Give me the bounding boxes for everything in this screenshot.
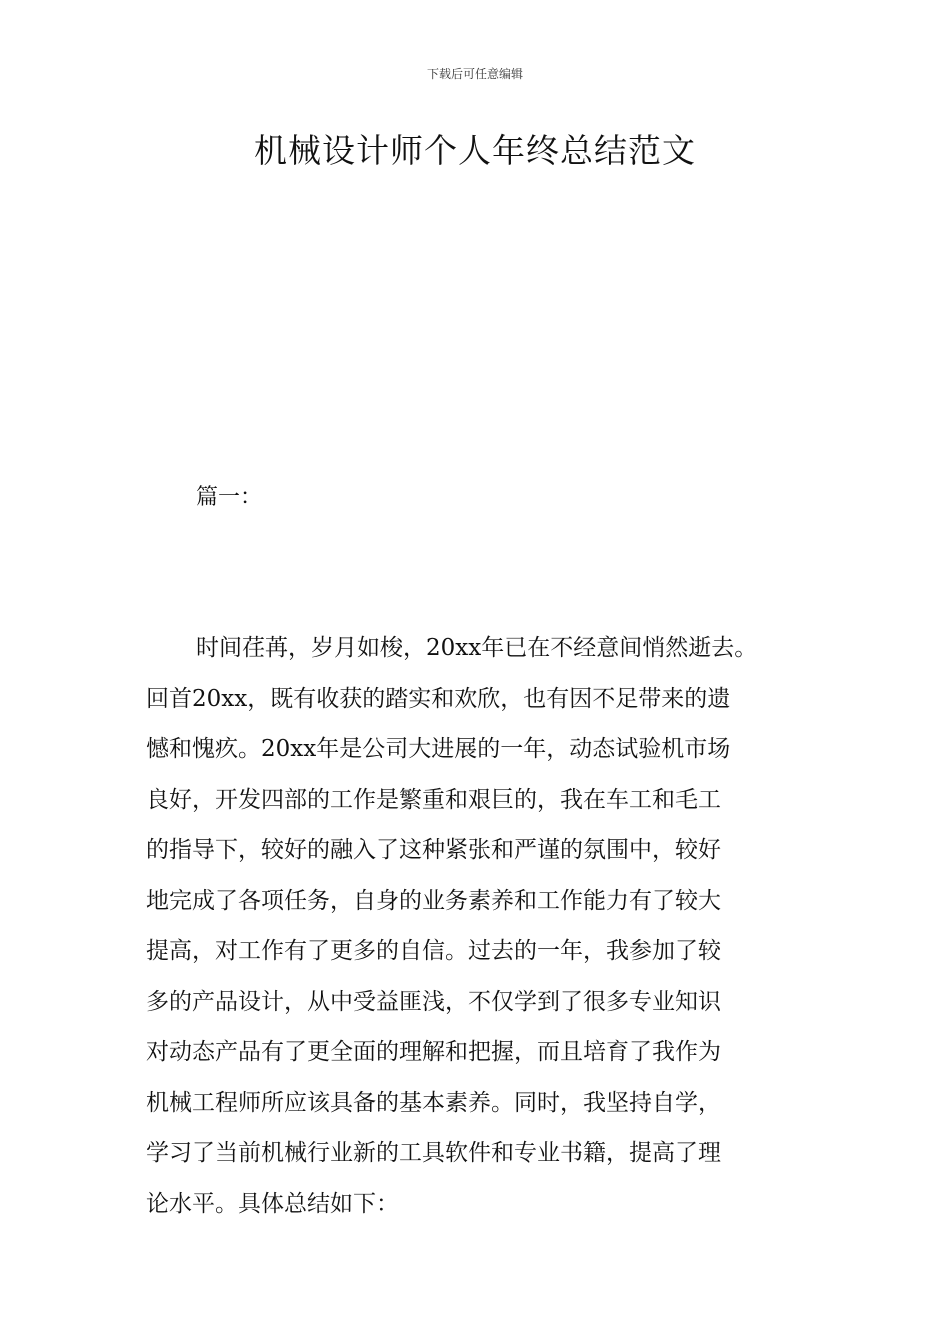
paragraph-line: 回首20xx，既有收获的踏实和欢欣，也有因不足带来的遗 [146,685,731,712]
paragraph-line: 多的产品设计，从中受益匪浅，不仅学到了很多专业知识 [146,988,721,1015]
paragraph-line: 的指导下，较好的融入了这种紧张和严谨的氛围中，较好 [146,837,721,863]
paragraph-line: 良好，开发四部的工作是繁重和艰巨的，我在车工和毛工 [146,786,721,813]
paragraph-line: 提高，对工作有了更多的自信。过去的一年，我参加了较 [146,938,721,964]
paragraph-line: 对动态产品有了更全面的理解和把握，而且培育了我作为 [146,1039,721,1065]
paragraph-line: 机械工程师所应该具备的基本素养。同时，我坚持自学， [146,1089,721,1116]
document-title: 机械设计师个人年终总结范文 [254,131,696,170]
section-heading: 篇一： [196,485,263,510]
paragraph-line: 时间荏苒，岁月如梭，20xx年已在不经意间悄然逝去。 [196,635,758,661]
paragraph-line: 学习了当前机械行业新的工具软件和专业书籍，提高了理 [146,1140,721,1166]
paragraph-line: 地完成了各项任务，自身的业务素养和工作能力有了较大 [146,887,721,914]
download-note: 下载后可任意编辑 [426,67,523,81]
paragraph-line: 憾和愧疚。20xx年是公司大进展的一年，动态试验机市场 [146,736,731,762]
paragraph-line: 论水平。具体总结如下： [146,1190,399,1217]
body-paragraph [146,630,822,1236]
